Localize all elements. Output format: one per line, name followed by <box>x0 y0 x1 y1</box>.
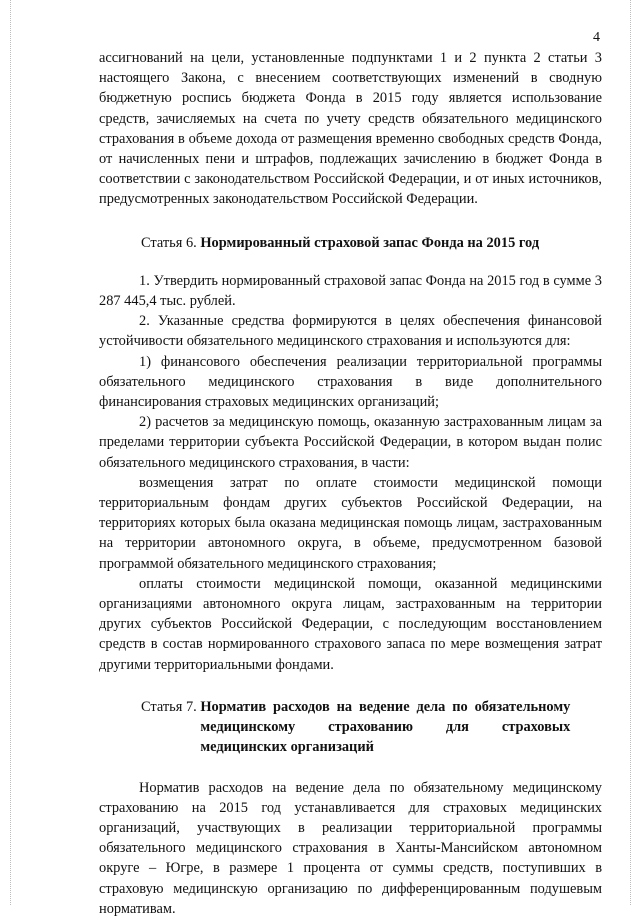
article-7-title: Норматив расходов на ведение дела по обязательному медицинскому страхованию для страховых медицинских организаций <box>200 698 571 756</box>
article-6-paragraph: оплаты стоимости медицинской помощи, оказанной медицинскими организациями автономного округа лицам, застрахованным на территории других субъектов Российской Федерации, с последующим восстановлением средств в состав нормированного страхового запаса по мере возмещения затрат другими территориальными фондами. <box>99 575 602 673</box>
article-7-number: Статья 7. <box>141 698 201 715</box>
scan-edge-left <box>10 0 12 905</box>
article-6-number: Статья 6. <box>141 234 201 251</box>
article-7-paragraph: Норматив расходов на ведение дела по обязательному медицинскому страхованию на 2015 год устанавливается для страховых медицинских организаций, участвующих в реализации территориальной программы обязательного медицинского страхования в Ханты-Мансийском автономном округе – Югре, в размере 1 процента от суммы средств, поступивших в страховую медицинскую организацию по дифференцированным подушевым нормативам. <box>99 779 602 917</box>
article-6-paragraph: 1. Утвердить нормированный страховой запас Фонда на 2015 год в сумме 3 287 445,4 тыс. рублей. <box>99 272 602 310</box>
article-6-paragraph: 2) расчетов за медицинскую помощь, оказанную застрахованным лицам за пределами территории субъекта Российской Федерации, в котором выдан полис обязательного медицинского страхования, в части: <box>99 414 602 471</box>
article-6-paragraph: возмещения затрат по оплате стоимости медицинской помощи территориальным фондам других субъектов Российской Федерации, на территориях которых была оказана медицинская помощь лицам, застрахованным на территории автономного округа, в объеме, предусмотренном базовой программой обязательного медицинского страхования; <box>99 474 602 572</box>
intro-paragraph: ассигнований на цели, установленные подпунктами 1 и 2 пункта 2 статьи 3 настоящего Закона, с внесением соответствующих изменений в сводную бюджетную роспись бюджета Фонда в 2015 году является использование средств, зачисляемых на счета по учету средств обязательного медицинского страхования в объеме дохода от размещения временно свободных средств Фонда, от начисленных пени и штрафов, подлежащих зачислению в бюджет Фонда в соответствии с законодательством Российской Федерации, и от иных источников, предусмотренных законодательством Российской Федерации. <box>99 50 602 208</box>
scan-edge-right <box>630 0 632 905</box>
article-6-title: Нормированный страховой запас Фонда на 2015 год <box>200 234 540 251</box>
article-6-paragraph: 2. Указанные средства формируются в целях обеспечения финансовой устойчивости обязательного медицинского страхования и используются для: <box>99 313 602 350</box>
document-body <box>99 48 602 919</box>
article-6-paragraph: 1) финансового обеспечения реализации территориальной программы обязательного медицинского страхования в виде дополнительного финансирования страховых медицинских организаций; <box>99 353 602 411</box>
article-6-heading <box>99 233 602 253</box>
article-7-heading <box>99 697 602 758</box>
page-number: 4 <box>593 30 600 45</box>
